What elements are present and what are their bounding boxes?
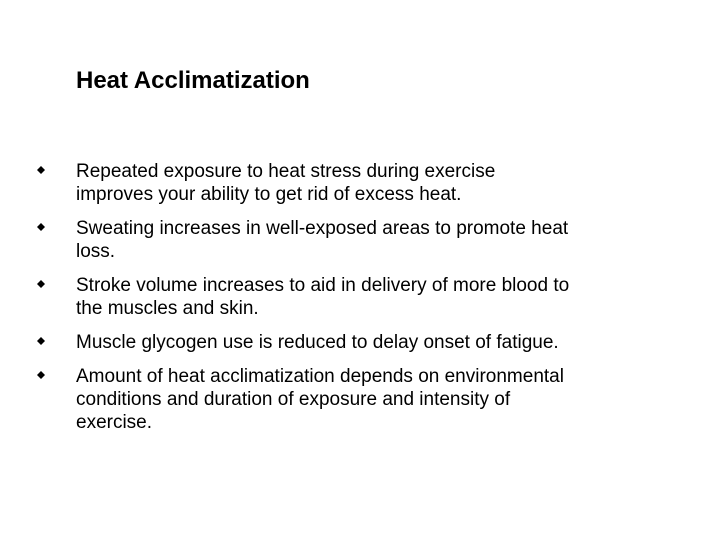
bullet-text: Muscle glycogen use is reduced to delay onset of fatigue. (76, 332, 559, 353)
bullet-item (34, 160, 574, 206)
diamond-bullet-icon (37, 280, 45, 288)
diamond-bullet-icon (37, 337, 45, 345)
diamond-bullet-icon (37, 166, 45, 174)
bullet-text: Stroke volume increases to aid in delivery of more blood to the muscles and skin. (76, 275, 570, 319)
diamond-bullet-icon (37, 371, 45, 379)
bullet-item (34, 331, 574, 354)
bullet-item (34, 217, 574, 263)
bullet-list (34, 160, 574, 445)
bullet-text: Sweating increases in well-exposed areas to promote heat loss. (76, 218, 569, 262)
bullet-text: Repeated exposure to heat stress during exercise improves your ability to get rid of excess heat. (76, 161, 496, 205)
bullet-text: Amount of heat acclimatization depends on environmental conditions and duration of exposure and intensity of exercise. (76, 366, 564, 433)
diamond-bullet-icon (37, 223, 45, 231)
slide-title: Heat Acclimatization (76, 67, 310, 94)
bullet-item (34, 365, 574, 434)
bullet-item (34, 274, 574, 320)
